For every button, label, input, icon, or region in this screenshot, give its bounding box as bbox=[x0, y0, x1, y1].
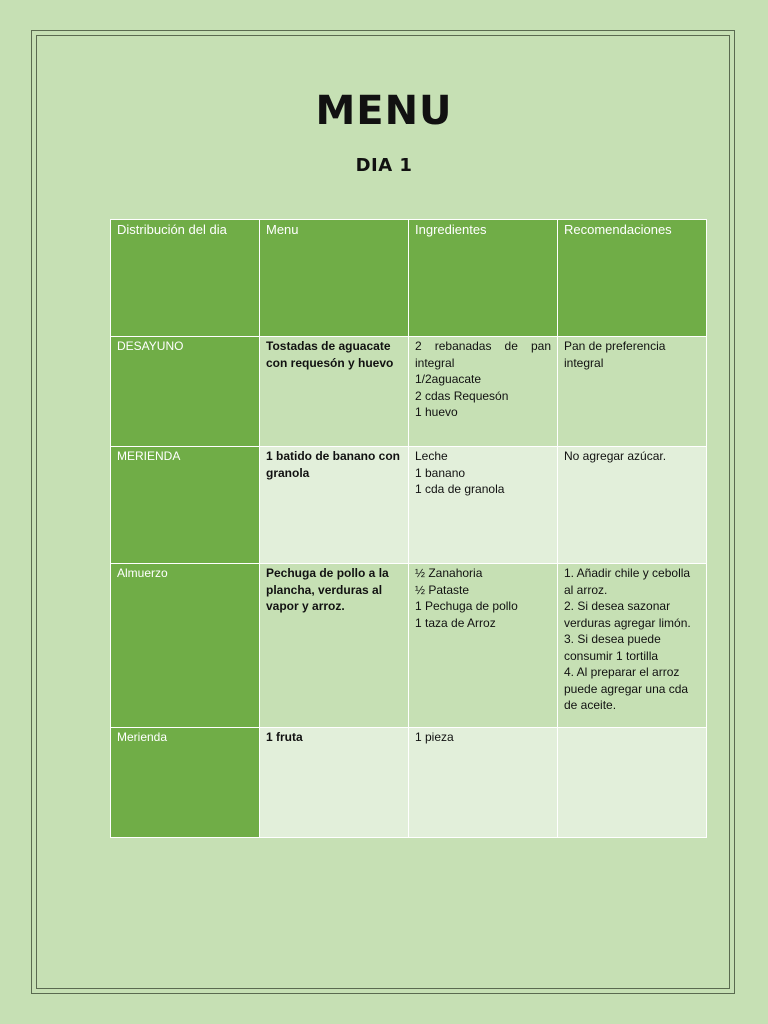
recommendation-item: No agregar azúcar. bbox=[564, 449, 667, 463]
row-label: DESAYUNO bbox=[111, 337, 260, 447]
header-ingredientes: Ingredientes bbox=[409, 220, 558, 337]
page-title: MENU bbox=[315, 88, 453, 134]
recommendation-item: 1. Añadir chile y cebolla al arroz. bbox=[564, 566, 691, 597]
ingredient-item: 1 Pechuga de pollo bbox=[415, 599, 518, 613]
row-label: Almuerzo bbox=[111, 564, 260, 728]
ingredient-item: 1 banano bbox=[415, 465, 466, 480]
table-row bbox=[111, 337, 707, 447]
recommendations-cell bbox=[558, 447, 707, 564]
recommendation-item: 4. Al preparar el arroz puede agregar una cda de aceite. bbox=[564, 665, 689, 712]
ingredient-item: 1 huevo bbox=[415, 405, 458, 419]
table-row bbox=[111, 564, 707, 728]
ingredient-item: 1/2aguacate bbox=[415, 372, 482, 386]
recommendations-cell bbox=[558, 337, 707, 447]
recommendation-item: 2. Si desea sazonar verduras agregar limón. bbox=[564, 599, 691, 630]
ingredient-item: Leche bbox=[415, 449, 448, 463]
recommendations-cell bbox=[558, 728, 707, 838]
header-recomendaciones: Recomendaciones bbox=[558, 220, 707, 337]
ingredient-item: 1 cda de granola bbox=[415, 482, 505, 496]
ingredient-item: 1 pieza bbox=[415, 730, 454, 744]
menu-cell: 1 fruta bbox=[260, 728, 409, 838]
menu-table bbox=[110, 219, 707, 838]
menu-cell: 1 batido de banano con granola bbox=[260, 447, 409, 564]
ingredient-item: 1 taza de Arroz bbox=[415, 615, 496, 630]
row-label: MERIENDA bbox=[111, 447, 260, 564]
ingredients-cell bbox=[409, 564, 558, 728]
recommendations-cell bbox=[558, 564, 707, 728]
header-menu: Menu bbox=[260, 220, 409, 337]
menu-cell: Tostadas de aguacate con requesón y huevo bbox=[260, 337, 409, 447]
ingredients-cell bbox=[409, 337, 558, 447]
header-distribucion: Distribución del dia bbox=[111, 220, 260, 337]
recommendation-item: Pan de preferencia integral bbox=[564, 339, 666, 370]
table-row bbox=[111, 447, 707, 564]
ingredient-item: 2 rebanadas de pan integral bbox=[415, 339, 551, 370]
ingredient-item: ½ Zanahoria bbox=[415, 566, 483, 580]
row-label: Merienda bbox=[111, 728, 260, 838]
table-header-row bbox=[111, 220, 707, 337]
menu-cell: Pechuga de pollo a la plancha, verduras al vapor y arroz. bbox=[260, 564, 409, 728]
recommendation-item: 3. Si desea puede consumir 1 tortilla bbox=[564, 632, 661, 663]
table-row bbox=[111, 728, 707, 838]
page-subtitle: DIA 1 bbox=[355, 155, 413, 176]
ingredient-item: ½ Pataste bbox=[415, 582, 470, 597]
ingredients-cell bbox=[409, 728, 558, 838]
ingredients-cell bbox=[409, 447, 558, 564]
ingredient-item: 2 cdas Requesón bbox=[415, 388, 509, 403]
